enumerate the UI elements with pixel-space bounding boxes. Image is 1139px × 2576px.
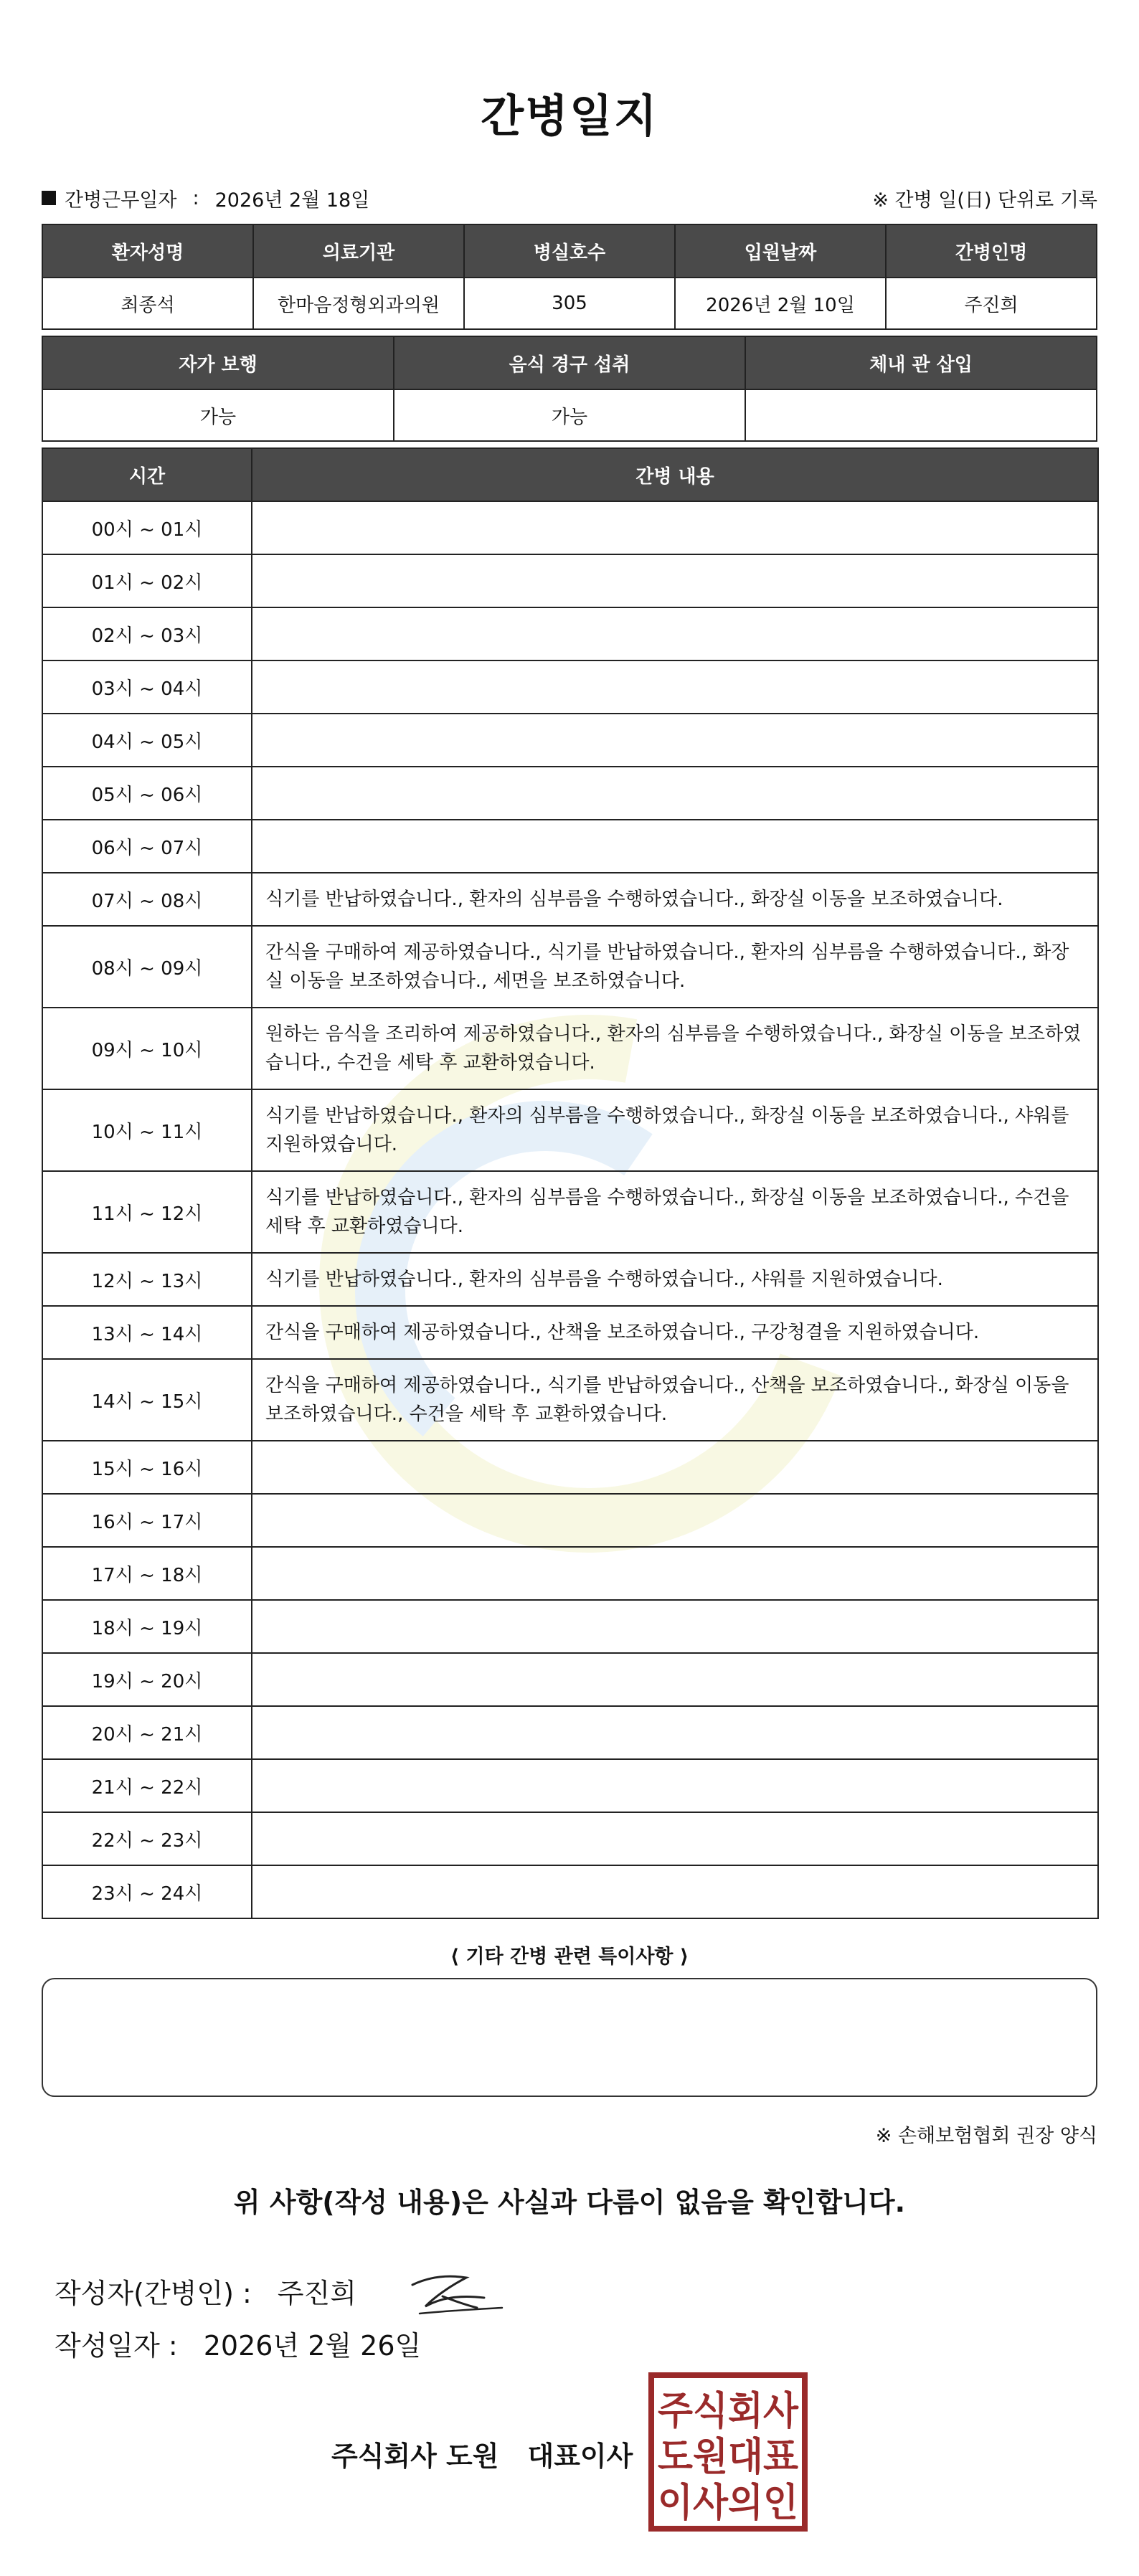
tube-insertion-value bbox=[745, 389, 1097, 441]
care-content bbox=[252, 501, 1098, 554]
care-content bbox=[252, 1812, 1098, 1865]
ceo-title: 대표이사 bbox=[527, 2440, 633, 2472]
time-slot: 04시 ~ 05시 bbox=[42, 714, 252, 767]
writer-name: 주진희 bbox=[277, 2277, 356, 2309]
table-row bbox=[42, 1441, 1098, 1494]
table-row bbox=[42, 1171, 1098, 1253]
table-row bbox=[42, 1089, 1098, 1171]
company-seal-icon bbox=[647, 2371, 809, 2533]
table-row bbox=[42, 767, 1098, 820]
care-content bbox=[252, 554, 1098, 607]
notes-title: ⟨ 기타 간병 관련 특이사항 ⟩ bbox=[450, 1946, 689, 1968]
table-row bbox=[42, 1547, 1098, 1600]
care-content bbox=[252, 1865, 1098, 1918]
work-date-value: 2026년 2월 18일 bbox=[214, 189, 370, 212]
table-row bbox=[42, 820, 1098, 873]
time-slot: 12시 ~ 13시 bbox=[42, 1253, 252, 1306]
self-walking-value: 가능 bbox=[42, 389, 394, 441]
table-row bbox=[42, 1253, 1098, 1306]
care-content: 간식을 구매하여 제공하였습니다., 식기를 반납하였습니다., 환자의 심부름을 수행하였습니다., 화장실 이동을 보조하였습니다., 세면을 보조하였습니다. bbox=[252, 926, 1098, 1008]
table-row bbox=[42, 1865, 1098, 1918]
notes-box bbox=[42, 1978, 1097, 2097]
patient-name: 최종석 bbox=[42, 278, 253, 329]
care-content bbox=[252, 1494, 1098, 1547]
time-slot: 19시 ~ 20시 bbox=[42, 1653, 252, 1706]
care-content bbox=[252, 1706, 1098, 1759]
time-slot: 16시 ~ 17시 bbox=[42, 1494, 252, 1547]
care-content: 간식을 구매하여 제공하였습니다., 식기를 반납하였습니다., 산책을 보조하였습니다., 화장실 이동을 보조하였습니다., 수건을 세탁 후 교환하였습니다. bbox=[252, 1359, 1098, 1441]
signature-icon bbox=[398, 2262, 506, 2319]
time-slot: 07시 ~ 08시 bbox=[42, 873, 252, 926]
time-slot: 01시 ~ 02시 bbox=[42, 554, 252, 607]
care-content bbox=[252, 767, 1098, 820]
time-slot: 08시 ~ 09시 bbox=[42, 926, 252, 1008]
table-row bbox=[42, 501, 1098, 554]
room-number: 305 bbox=[464, 278, 675, 329]
table-row bbox=[42, 873, 1098, 926]
table-row bbox=[42, 660, 1098, 714]
table-row bbox=[42, 1008, 1098, 1089]
time-slot: 15시 ~ 16시 bbox=[42, 1441, 252, 1494]
time-slot: 14시 ~ 15시 bbox=[42, 1359, 252, 1441]
time-slot: 20시 ~ 21시 bbox=[42, 1706, 252, 1759]
time-slot: 03시 ~ 04시 bbox=[42, 660, 252, 714]
table-row bbox=[42, 926, 1098, 1008]
time-slot: 17시 ~ 18시 bbox=[42, 1547, 252, 1600]
header-hospital: 의료기관 bbox=[253, 224, 464, 278]
table-row bbox=[42, 1759, 1098, 1812]
table-row bbox=[42, 1494, 1098, 1547]
header-tube-insertion: 체내 관 삽입 bbox=[745, 336, 1097, 389]
time-slot: 22시 ~ 23시 bbox=[42, 1812, 252, 1865]
table-row bbox=[42, 1812, 1098, 1865]
time-slot: 23시 ~ 24시 bbox=[42, 1865, 252, 1918]
table-row bbox=[42, 714, 1098, 767]
seal-text-line: 주식회사 bbox=[658, 2388, 799, 2433]
table-row bbox=[42, 607, 1098, 660]
seal-text-line: 도원대표 bbox=[658, 2434, 798, 2479]
header-self-walking: 자가 보행 bbox=[42, 336, 394, 389]
care-content: 원하는 음식을 조리하여 제공하였습니다., 환자의 심부름을 수행하였습니다., 화장실 이동을 보조하였습니다., 수건을 세탁 후 교환하였습니다. bbox=[252, 1008, 1098, 1089]
time-slot: 00시 ~ 01시 bbox=[42, 501, 252, 554]
written-date-label: 작성일자 : bbox=[55, 2330, 178, 2362]
care-content bbox=[252, 1600, 1098, 1653]
care-content bbox=[252, 607, 1098, 660]
written-date-line bbox=[55, 2324, 421, 2363]
oral-intake-value: 가능 bbox=[394, 389, 745, 441]
header-caregiver-name: 간병인명 bbox=[886, 224, 1097, 278]
care-content bbox=[252, 820, 1098, 873]
table-row bbox=[42, 1600, 1098, 1653]
table-row bbox=[42, 1706, 1098, 1759]
care-log-table bbox=[42, 448, 1099, 1919]
care-content bbox=[252, 714, 1098, 767]
header-room-number: 병실호수 bbox=[464, 224, 675, 278]
writer-line bbox=[55, 2262, 506, 2319]
time-slot: 18시 ~ 19시 bbox=[42, 1600, 252, 1653]
company-line bbox=[331, 2434, 633, 2473]
care-content bbox=[252, 1759, 1098, 1812]
patient-status-table bbox=[42, 336, 1097, 442]
confirmation-statement: 위 사항(작성 내용)은 사실과 다름이 없음을 확인합니다. bbox=[233, 2187, 906, 2218]
header-patient-name: 환자성명 bbox=[42, 224, 253, 278]
writer-label: 작성자(간병인) : bbox=[55, 2277, 252, 2309]
time-slot: 06시 ~ 07시 bbox=[42, 820, 252, 873]
time-slot: 05시 ~ 06시 bbox=[42, 767, 252, 820]
time-slot: 10시 ~ 11시 bbox=[42, 1089, 252, 1171]
time-slot: 02시 ~ 03시 bbox=[42, 607, 252, 660]
header-care-content: 간병 내용 bbox=[252, 448, 1098, 501]
caregiver-name: 주진희 bbox=[886, 278, 1097, 329]
care-content bbox=[252, 1653, 1098, 1706]
square-bullet-icon bbox=[42, 191, 56, 205]
admission-date: 2026년 2월 10일 bbox=[675, 278, 886, 329]
header-oral-intake: 음식 경구 섭취 bbox=[394, 336, 745, 389]
seal-text-line: 이사의인 bbox=[658, 2480, 798, 2525]
patient-info-table bbox=[42, 224, 1097, 330]
care-content: 간식을 구매하여 제공하였습니다., 산책을 보조하였습니다., 구강청결을 지원하였습니다. bbox=[252, 1306, 1098, 1359]
care-content bbox=[252, 1441, 1098, 1494]
time-slot: 11시 ~ 12시 bbox=[42, 1171, 252, 1253]
care-content: 식기를 반납하였습니다., 환자의 심부름을 수행하였습니다., 화장실 이동을 보조하였습니다., 수건을 세탁 후 교환하였습니다. bbox=[252, 1171, 1098, 1253]
recommend-note: ※ 손해보험협회 권장 양식 bbox=[875, 2125, 1097, 2147]
time-slot: 13시 ~ 14시 bbox=[42, 1306, 252, 1359]
table-row bbox=[42, 1653, 1098, 1706]
time-slot: 21시 ~ 22시 bbox=[42, 1759, 252, 1812]
care-content bbox=[252, 660, 1098, 714]
care-content bbox=[252, 1547, 1098, 1600]
hospital-name: 한마음정형외과의원 bbox=[253, 278, 464, 329]
header-time: 시간 bbox=[42, 448, 252, 501]
written-date-value: 2026년 2월 26일 bbox=[203, 2330, 422, 2362]
header-admission-date: 입원날짜 bbox=[675, 224, 886, 278]
work-date-separator: : bbox=[192, 186, 199, 209]
table-row bbox=[42, 1359, 1098, 1441]
time-slot: 09시 ~ 10시 bbox=[42, 1008, 252, 1089]
table-row bbox=[42, 554, 1098, 607]
meta-row bbox=[42, 184, 1097, 212]
page-title: 간병일지 bbox=[481, 90, 658, 142]
care-content: 식기를 반납하였습니다., 환자의 심부름을 수행하였습니다., 샤워를 지원하였습니다. bbox=[252, 1253, 1098, 1306]
unit-note: ※ 간병 일(日) 단위로 기록 bbox=[872, 189, 1097, 212]
care-content: 식기를 반납하였습니다., 환자의 심부름을 수행하였습니다., 화장실 이동을 보조하였습니다., 샤워를 지원하였습니다. bbox=[252, 1089, 1098, 1171]
table-row bbox=[42, 1306, 1098, 1359]
company-name: 주식회사 도원 bbox=[331, 2440, 499, 2472]
work-date-label: 간병근무일자 bbox=[65, 189, 177, 212]
care-content: 식기를 반납하였습니다., 환자의 심부름을 수행하였습니다., 화장실 이동을 보조하였습니다. bbox=[252, 873, 1098, 926]
